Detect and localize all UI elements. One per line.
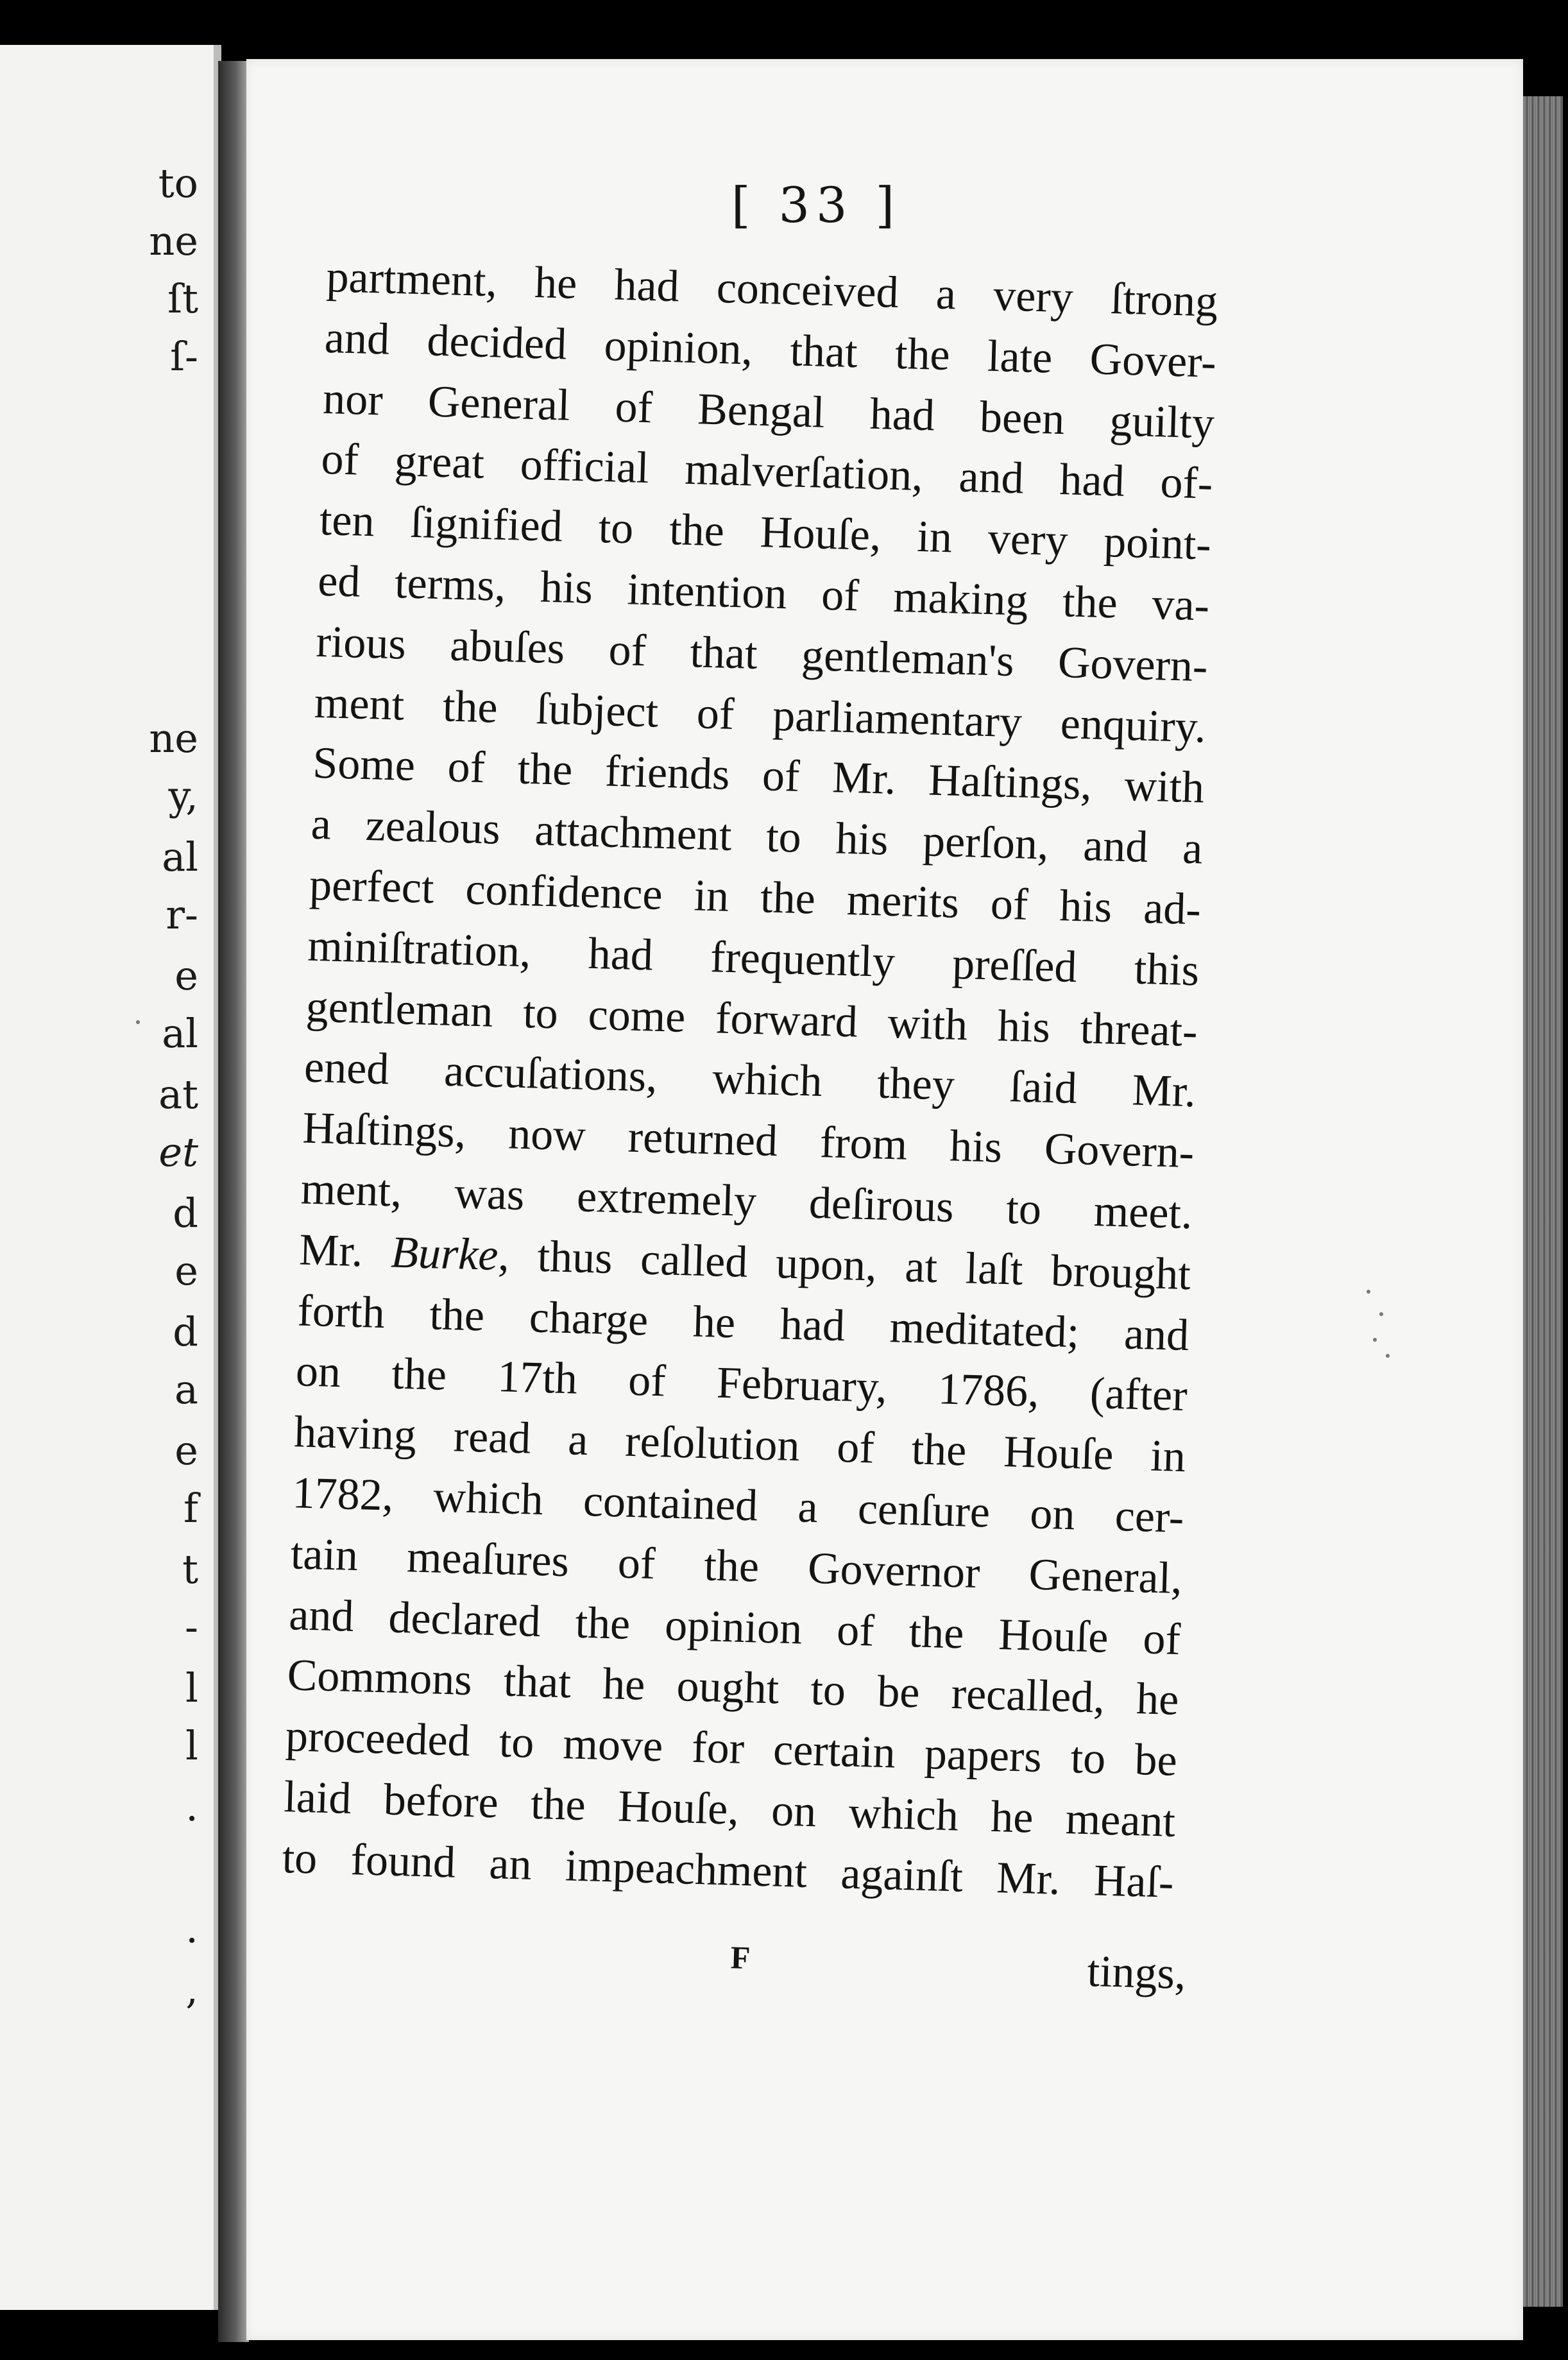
left-page-fragment: ſ- bbox=[170, 333, 198, 380]
text-line: miniſtration, had frequently preſſed this bbox=[307, 921, 1200, 996]
text-line: proceeded to move for certain papers to be bbox=[285, 1711, 1178, 1786]
left-page-fragment: al bbox=[162, 1010, 198, 1057]
text-line: tain meaſures of the Governor General, bbox=[290, 1528, 1183, 1603]
left-page-fragment: l bbox=[185, 1664, 198, 1711]
text-line: ten ſignified to the Houſe, in very point- bbox=[319, 495, 1212, 570]
left-page-fragment: d bbox=[173, 1308, 198, 1355]
text-line: on the 17th of February, 1786, (after bbox=[294, 1346, 1188, 1421]
text-line: ened accuſations, which they ſaid Mr. bbox=[303, 1042, 1197, 1117]
text-line: and declared the opinion of the Houſe of bbox=[288, 1589, 1182, 1664]
paper-speck bbox=[1379, 1312, 1383, 1316]
text-line: Haſtings, now returned from his Govern- bbox=[302, 1103, 1195, 1178]
left-page-edge bbox=[0, 45, 221, 2310]
text-line: having read a reſolution of the Houſe in bbox=[293, 1407, 1186, 1482]
page-number: [ 33 ] bbox=[731, 176, 901, 234]
left-page-fragment: e bbox=[175, 1247, 198, 1294]
text-line: ed terms, his intention of making the va- bbox=[317, 556, 1211, 631]
left-page-fragment: . bbox=[185, 1905, 198, 1952]
left-page-fragment: . bbox=[185, 1783, 198, 1830]
text-line: ment the ſubject of parliamentary enquiry. bbox=[314, 678, 1207, 753]
text-line: nor General of Bengal had been guilty bbox=[322, 373, 1215, 449]
text-line: 1782, which contained a cenſure on cer- bbox=[291, 1468, 1185, 1543]
left-page-fragment: - bbox=[185, 1603, 198, 1650]
left-page-fragment: r- bbox=[166, 891, 198, 938]
left-page-fragment: al bbox=[162, 834, 198, 880]
left-page-fragment: et bbox=[158, 1129, 198, 1176]
paper-speck bbox=[1386, 1354, 1390, 1358]
left-page-fragment: a bbox=[175, 1366, 198, 1413]
catchword: tings, bbox=[1086, 1946, 1187, 1999]
text-line: Commons that he ought to be recalled, he bbox=[286, 1650, 1180, 1725]
left-page-fragment: ſt bbox=[167, 275, 198, 322]
left-page-fragment: at bbox=[158, 1071, 198, 1118]
signature-mark: F bbox=[730, 1939, 751, 1976]
text-line: rious abuſes of that gentleman's Govern- bbox=[315, 617, 1209, 692]
left-page-fragment: y, bbox=[168, 773, 198, 819]
italic-name: Burke bbox=[390, 1227, 499, 1280]
text-line: Some of the friends of Mr. Haſtings, with bbox=[312, 739, 1206, 813]
paper-speck bbox=[136, 1020, 140, 1024]
left-page-fragment: , bbox=[185, 1966, 198, 2013]
paper-speck bbox=[1373, 1338, 1377, 1342]
left-page-fragment: f bbox=[183, 1485, 198, 1532]
paper-speck bbox=[1367, 1290, 1370, 1294]
text-line: partment, he had conceived a very ſtrong bbox=[325, 252, 1219, 327]
body-text bbox=[282, 247, 1219, 1913]
text-line: and decided opinion, that the late Gover- bbox=[323, 312, 1217, 388]
left-page-fragment: d bbox=[173, 1190, 198, 1236]
left-page-fragment: l bbox=[185, 1722, 198, 1769]
text-line: gentleman to come forward with his threat- bbox=[305, 982, 1198, 1056]
text-line: perfect confidence in the merits of his ad- bbox=[309, 860, 1202, 935]
left-page-fragment: ne bbox=[149, 218, 198, 264]
left-page-fragment: to bbox=[158, 160, 198, 207]
left-page-fragment: e bbox=[175, 952, 198, 999]
left-page-fragment: ne bbox=[149, 715, 198, 762]
book-fore-edge bbox=[1523, 96, 1563, 2307]
left-page-fragment: e bbox=[175, 1427, 198, 1474]
text-line: ment, was extremely deſirous to meet. bbox=[300, 1164, 1193, 1239]
text-line: Mr. Burke, thus called upon, at laſt brought bbox=[298, 1225, 1191, 1299]
text-line: laid before the Houſe, on which he meant bbox=[283, 1772, 1177, 1847]
text-line: of great official malverſation, and had of- bbox=[320, 434, 1214, 509]
left-page-fragment: t bbox=[182, 1546, 198, 1593]
book-gutter bbox=[218, 61, 249, 2342]
text-line: a zealous attachment to his perſon, and a bbox=[310, 799, 1204, 874]
text-line: to found an impeachment againſt Mr. Haſ- bbox=[281, 1833, 1175, 1908]
text-line: forth the charge he had meditated; and bbox=[296, 1285, 1190, 1360]
